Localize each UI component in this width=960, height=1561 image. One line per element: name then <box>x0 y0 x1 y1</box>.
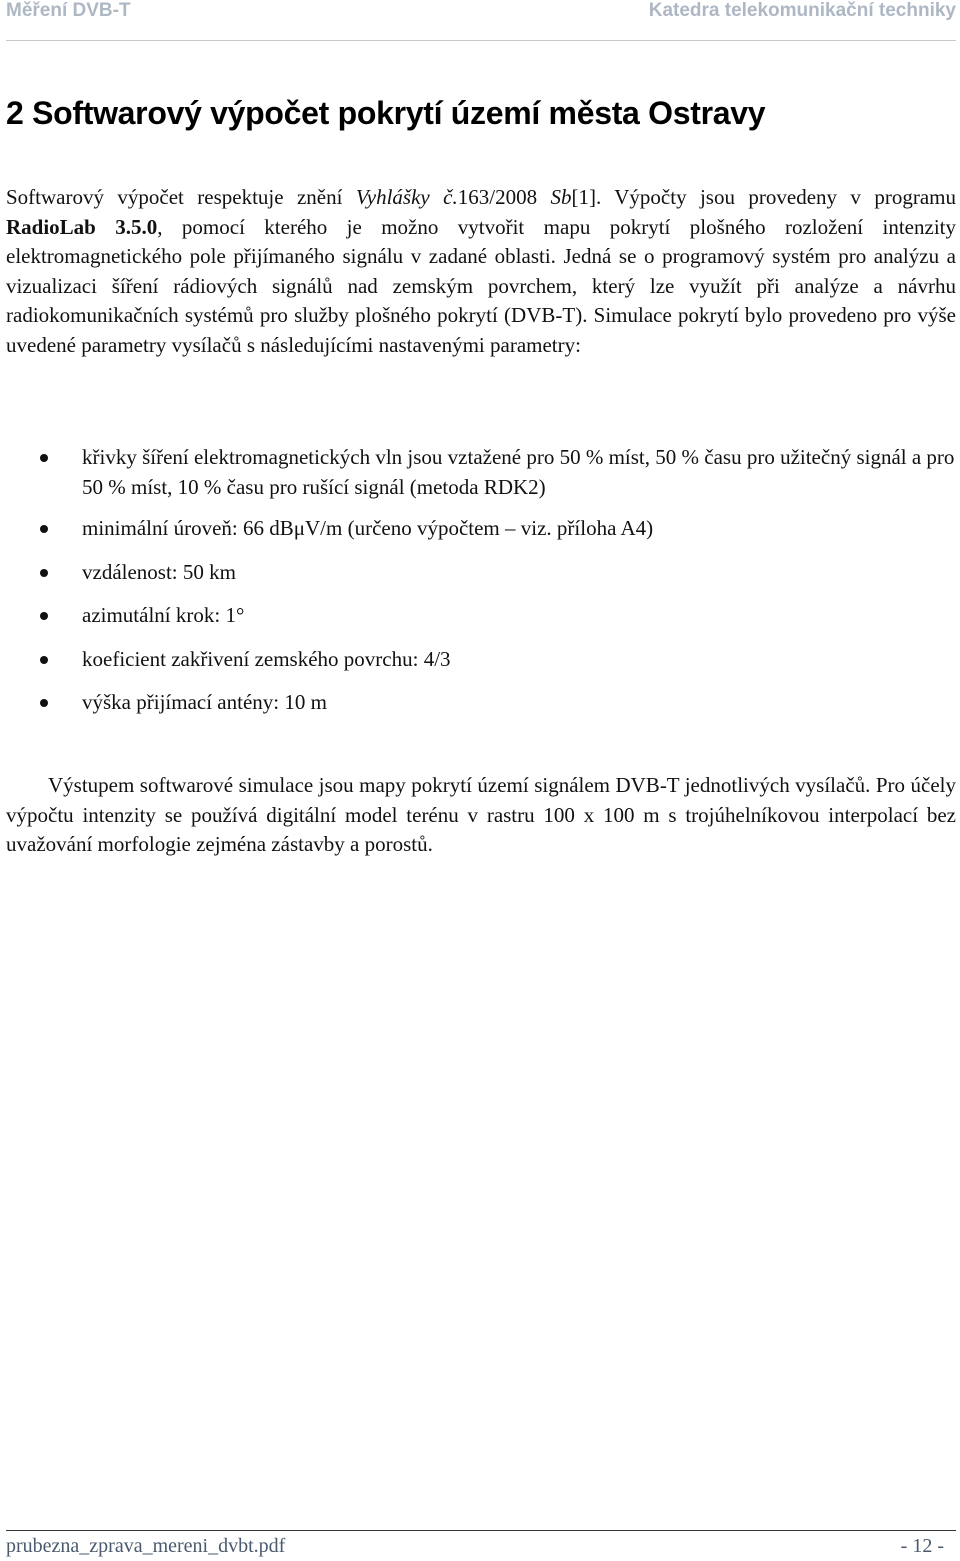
list-item <box>0 601 960 631</box>
regulation-sb: Sb <box>550 185 572 209</box>
list-item <box>0 645 960 675</box>
list-item <box>0 688 960 718</box>
regulation-number: 163/2008 <box>457 185 551 209</box>
bullet-icon <box>40 525 48 533</box>
page-header <box>0 0 960 24</box>
header-document-title: Měření DVB-T <box>6 0 131 21</box>
list-item-text: výška přijímací antény: 10 m <box>82 690 327 714</box>
header-department: Katedra telekomunikační techniky <box>648 0 956 21</box>
list-item <box>0 558 960 588</box>
parameter-list <box>0 443 960 718</box>
output-paragraph <box>6 771 956 860</box>
list-item-text: koeficient zakřivení zemského povrchu: 4/3 <box>82 646 451 671</box>
bullet-icon <box>40 612 48 620</box>
footer-filename: prubezna_zprava_mereni_dvbt.pdf <box>6 1535 286 1557</box>
list-item-text: minimální úroveň: 66 dBμV/m (určeno výpočtem – viz. příloha A4) <box>82 516 654 540</box>
bullet-icon <box>40 699 48 707</box>
page-number: - 12 - <box>900 1535 944 1557</box>
intro-text-2: [1]. Výpočty jsou provedeny v programu <box>571 185 956 209</box>
header-divider <box>6 40 956 41</box>
intro-text-3: , pomocí kterého je možno vytvořit mapu pokrytí plošného rozložení intenzity elektromagnetického pole přijímaného signálu v zadané oblasti. Jedná se o programový systém pro analýzu a vizualizaci šíření rádiových signálů nad zemským povrchem, který lze využít při analýze a návrhu radiokomunikačních systémů pro služby plošného pokrytí (DVB-T). Simulace pokrytí bylo provedeno pro výše uvedené parametry vysílačů s následujícími nastavenými parametry: <box>6 214 956 357</box>
footer-divider <box>6 1530 956 1531</box>
list-item <box>0 443 960 502</box>
bullet-icon <box>40 569 48 577</box>
section-heading: 2 Softwarový výpočet pokrytí území města Ostravy <box>6 95 766 131</box>
intro-paragraph <box>6 183 956 360</box>
program-name: RadioLab 3.5.0 <box>6 214 158 239</box>
output-paragraph-text: Výstupem softwarové simulace jsou mapy pokrytí území signálem DVB-T jednotlivých vysílačů. Pro účely výpočtu intenzity se používá digitální model terénu v rastru 100 x 100 m s trojúhelníkovou interpolací bez uvažování morfologie zejména zástavby a porostů. <box>6 773 956 856</box>
bullet-icon <box>40 656 48 664</box>
list-item <box>0 514 960 544</box>
list-item-text: azimutální krok: 1° <box>82 603 245 627</box>
intro-text-1: Softwarový výpočet respektuje znění <box>6 185 356 209</box>
regulation-reference: Vyhlášky č. <box>355 185 458 209</box>
list-item-text: křivky šíření elektromagnetických vln jsou vztažené pro 50 % míst, 50 % času pro užitečný signál a pro 50 % míst, 10 % času pro rušící signál (metoda RDK2) <box>82 445 955 499</box>
list-item-text: vzdálenost: 50 km <box>82 559 236 584</box>
bullet-icon <box>40 454 48 462</box>
